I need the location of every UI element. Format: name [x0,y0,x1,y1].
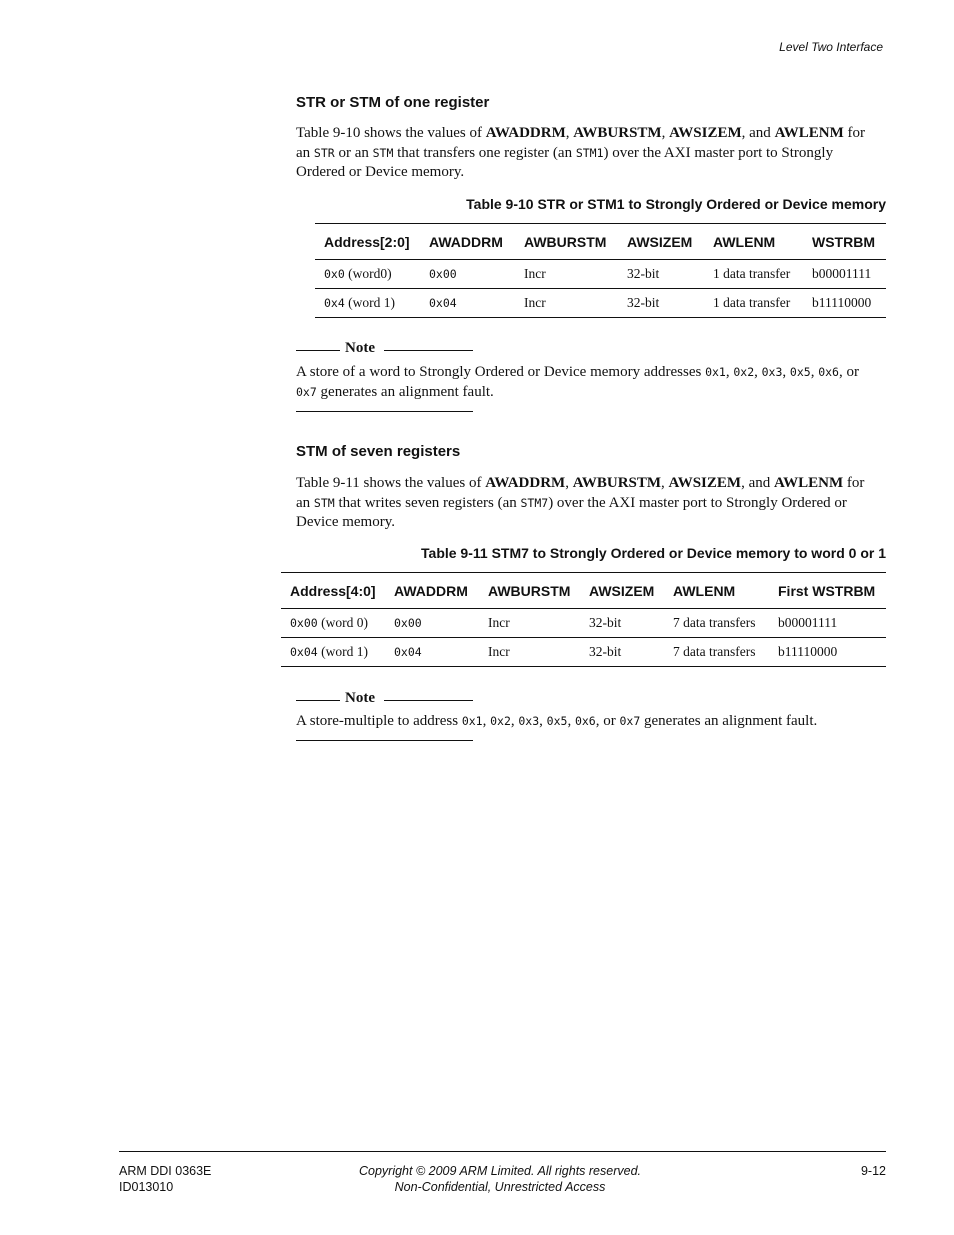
note-end-rule [296,740,473,741]
col-header: AWLENM [704,224,803,260]
note-text: A store-multiple to address 0x1, 0x2, 0x3, 0x5, 0x6, or 0x7 generates an alignment fault. [296,713,818,729]
doc-id: ARM DDI 0363E [119,1164,212,1178]
note-heading: Note [296,690,473,710]
wstrbm-cell: b00001111 [803,260,886,289]
col-header: AWSIZEM [618,224,704,260]
awaddrm-cell: 0x04 [385,638,479,667]
awlenm-cell: 7 data transfers [664,638,769,667]
wstrbm-cell: b11110000 [803,289,886,318]
section2-paragraph: Table 9-11 shows the values of AWADDRM, AWBURSTM, AWSIZEM, and AWLENM for an STM that writes seven registers (an STM7) over the AXI master port to Strongly Ordered or Device memory. [296,475,865,530]
col-header: WSTRBM [803,224,886,260]
address-cell: 0x4 (word 1) [315,289,420,318]
table-9-11-caption: Table 9-11 STM7 to Strongly Ordered or Device memory to word 0 or 1 [421,545,886,561]
table-9-11 [281,572,886,667]
running-header: Level Two Interface [779,40,883,54]
section-heading-str-stm-one: STR or STM of one register [296,94,490,111]
awsizem-cell: 32-bit [580,609,664,638]
table-row [315,260,886,289]
note-text: A store of a word to Strongly Ordered or Device memory addresses 0x1, 0x2, 0x3, 0x5, 0x6, or 0x7 generates an alignment fault. [296,364,859,400]
awlenm-cell: 1 data transfer [704,260,803,289]
awsizem-cell: 32-bit [618,289,704,318]
wstrbm-cell: b11110000 [769,638,886,667]
col-header: Address[4:0] [281,573,385,609]
note-end-rule [296,411,473,412]
section-heading-stm-seven: STM of seven registers [296,443,461,460]
footer-doc-ids [119,1163,211,1195]
col-header: AWADDRM [385,573,479,609]
footer-copyright-block [300,1163,700,1195]
address-cell: 0x0 (word0) [315,260,420,289]
page-number: 9-12 [860,1164,886,1178]
table-row [281,609,886,638]
table-9-10-caption: Table 9-10 STR or STM1 to Strongly Ordered or Device memory [466,196,886,212]
footer-rule [119,1151,886,1152]
col-header: AWADDRM [420,224,515,260]
table-header-row [281,573,886,609]
access-level: Non-Confidential, Unrestricted Access [394,1180,606,1194]
awburstm-cell: Incr [479,638,580,667]
address-cell: 0x00 (word 0) [281,609,385,638]
awaddrm-cell: 0x04 [420,289,515,318]
address-cell: 0x04 (word 1) [281,638,385,667]
awlenm-cell: 7 data transfers [664,609,769,638]
awsizem-cell: 32-bit [618,260,704,289]
wstrbm-cell: b00001111 [769,609,886,638]
awlenm-cell: 1 data transfer [704,289,803,318]
awsizem-cell: 32-bit [580,638,664,667]
awburstm-cell: Incr [515,289,618,318]
issue-id: ID013010 [119,1180,174,1194]
col-header: AWSIZEM [580,573,664,609]
section1-paragraph: Table 9-10 shows the values of AWADDRM, AWBURSTM, AWSIZEM, and AWLENM for an STR or an STM that transfers one register (an STM1) over the AXI master port to Strongly Ordered or Device memory. [296,125,865,180]
table-row [281,638,886,667]
note-heading: Note [296,340,473,360]
awaddrm-cell: 0x00 [385,609,479,638]
table-header-row [315,224,886,260]
awaddrm-cell: 0x00 [420,260,515,289]
col-header: AWBURSTM [479,573,580,609]
table-9-10 [315,223,886,318]
col-header: AWBURSTM [515,224,618,260]
col-header: AWLENM [664,573,769,609]
col-header: Address[2:0] [315,224,420,260]
col-header: First WSTRBM [769,573,886,609]
table-row [315,289,886,318]
awburstm-cell: Incr [479,609,580,638]
awburstm-cell: Incr [515,260,618,289]
copyright: Copyright © 2009 ARM Limited. All rights reserved. [358,1164,641,1178]
